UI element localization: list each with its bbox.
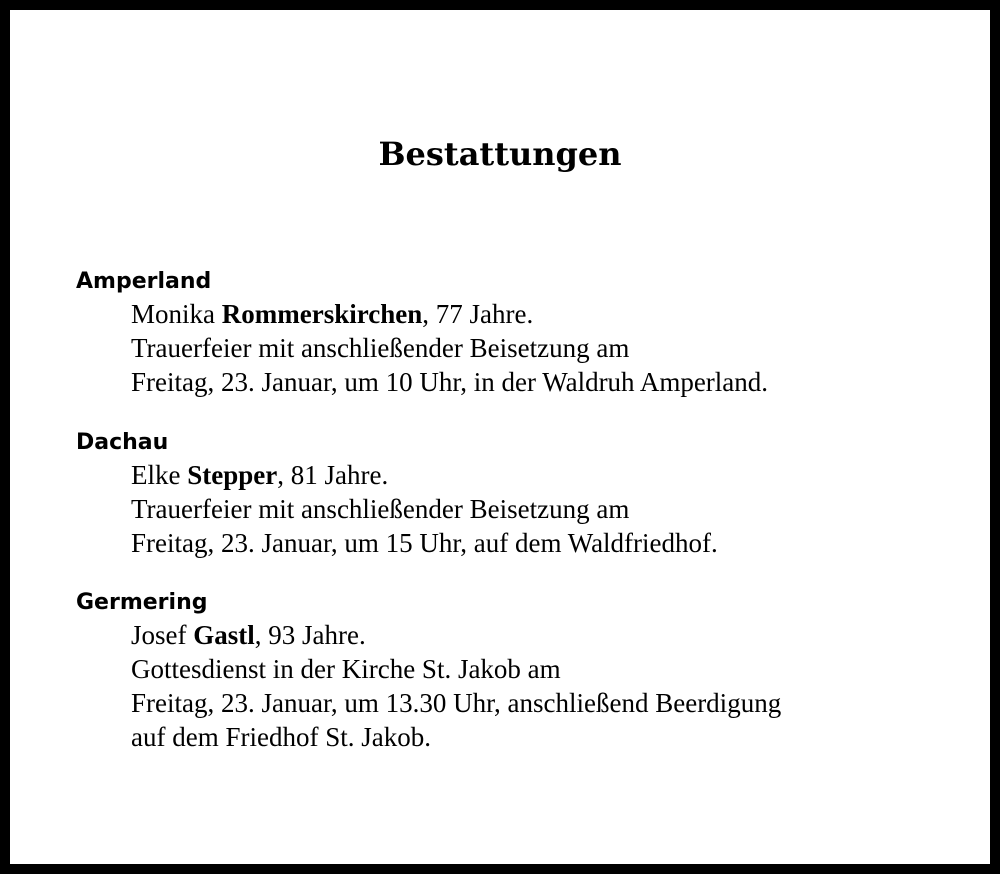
section-amperland xyxy=(76,267,976,399)
first-name: Monika xyxy=(131,299,215,329)
funeral-entry xyxy=(131,458,976,560)
detail-line: Gottesdienst in der Kirche St. Jakob am xyxy=(131,654,561,684)
age: , 77 Jahre. xyxy=(422,299,534,329)
name-line xyxy=(131,297,976,331)
detail-line: Trauerfeier mit anschließender Beisetzung am xyxy=(131,494,630,524)
section-dachau xyxy=(76,428,976,560)
name-line xyxy=(131,618,976,652)
section-germering xyxy=(76,588,976,754)
detail-line: Freitag, 23. Januar, um 13.30 Uhr, anschließend Beerdigung xyxy=(131,688,782,718)
place-heading: Amperland xyxy=(76,269,212,294)
place-heading: Germering xyxy=(76,590,208,615)
age: , 93 Jahre. xyxy=(254,620,366,650)
surname: Stepper xyxy=(187,460,278,490)
page-title: Bestattungen xyxy=(378,135,622,173)
funeral-entry xyxy=(131,297,976,399)
place-heading: Dachau xyxy=(76,430,169,455)
surname: Rommerskirchen xyxy=(221,299,423,329)
age: , 81 Jahre. xyxy=(277,460,389,490)
first-name: Josef xyxy=(131,620,187,650)
surname: Gastl xyxy=(193,620,255,650)
detail-line: auf dem Friedhof St. Jakob. xyxy=(131,722,431,752)
first-name: Elke xyxy=(131,460,181,490)
name-line xyxy=(131,458,976,492)
detail-line: Freitag, 23. Januar, um 10 Uhr, in der Waldruh Amperland. xyxy=(131,367,769,397)
detail-line: Trauerfeier mit anschließender Beisetzung am xyxy=(131,333,630,363)
funeral-entry xyxy=(131,618,976,754)
detail-line: Freitag, 23. Januar, um 15 Uhr, auf dem Waldfriedhof. xyxy=(131,528,718,558)
